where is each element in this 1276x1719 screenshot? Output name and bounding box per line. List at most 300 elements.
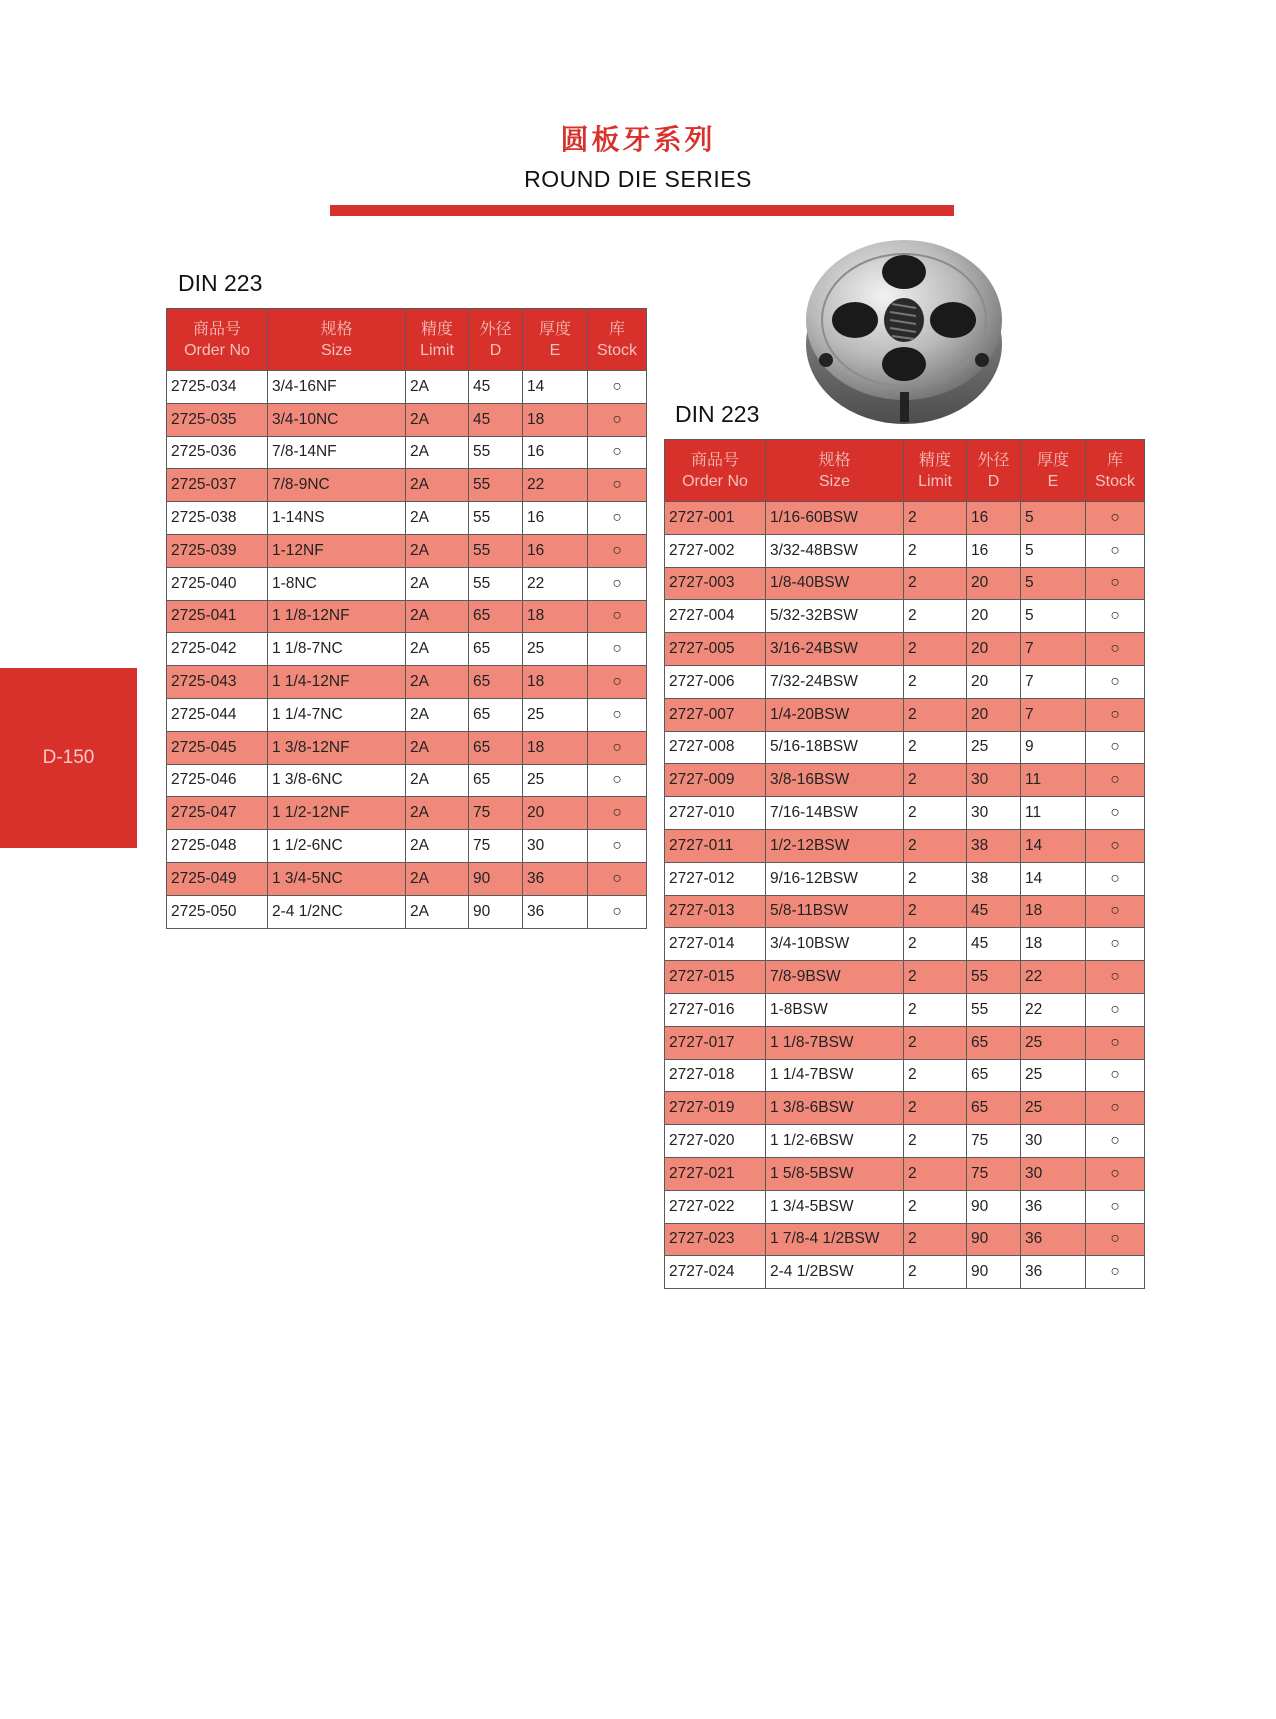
cell-stock: ○ — [1086, 567, 1145, 600]
table-header-row — [665, 440, 1145, 502]
cell-size: 1/2-12BSW — [766, 829, 904, 862]
cell-thickness: 5 — [1021, 567, 1086, 600]
table-row — [167, 436, 647, 469]
cell-stock: ○ — [1086, 1059, 1145, 1092]
cell-thickness: 36 — [1021, 1256, 1086, 1289]
cell-thickness: 16 — [523, 502, 588, 535]
col-diameter: 外径 D — [967, 440, 1021, 502]
cell-size: 9/16-12BSW — [766, 862, 904, 895]
left-table-body — [167, 371, 647, 929]
cell-thickness: 18 — [523, 600, 588, 633]
table-row — [665, 1190, 1145, 1223]
cell-order-no: 2727-020 — [665, 1125, 766, 1158]
table-row — [665, 1256, 1145, 1289]
table-row — [167, 895, 647, 928]
page-title-chinese: 圆板牙系列 — [560, 123, 716, 156]
col-order-no: 商品号 Order No — [167, 309, 268, 371]
cell-stock: ○ — [1086, 1125, 1145, 1158]
cell-thickness: 16 — [523, 534, 588, 567]
cell-stock: ○ — [588, 502, 647, 535]
col-order-no: 商品号 Order No — [665, 440, 766, 502]
col-size: 规格 Size — [268, 309, 406, 371]
cell-thickness: 14 — [523, 371, 588, 404]
cell-diameter: 45 — [967, 928, 1021, 961]
cell-limit: 2 — [904, 862, 967, 895]
cell-size: 1 1/2-6NC — [268, 830, 406, 863]
cell-limit: 2 — [904, 633, 967, 666]
table-row — [665, 829, 1145, 862]
table-row — [167, 797, 647, 830]
cell-diameter: 90 — [967, 1190, 1021, 1223]
cell-stock: ○ — [588, 567, 647, 600]
cell-size: 1/8-40BSW — [766, 567, 904, 600]
cell-size: 1-14NS — [268, 502, 406, 535]
cell-order-no: 2727-017 — [665, 1026, 766, 1059]
table-row — [665, 764, 1145, 797]
table-row — [665, 633, 1145, 666]
cell-diameter: 55 — [469, 436, 523, 469]
cell-size: 5/16-18BSW — [766, 731, 904, 764]
cell-limit: 2 — [904, 1223, 967, 1256]
table-row — [167, 403, 647, 436]
table-row — [665, 502, 1145, 535]
cell-size: 7/32-24BSW — [766, 665, 904, 698]
table-row — [665, 1026, 1145, 1059]
cell-size: 1 1/2-12NF — [268, 797, 406, 830]
round-die-photo — [800, 232, 1008, 430]
table-row — [665, 895, 1145, 928]
cell-size: 1 7/8-4 1/2BSW — [766, 1223, 904, 1256]
cell-stock: ○ — [588, 698, 647, 731]
cell-thickness: 18 — [523, 731, 588, 764]
cell-thickness: 11 — [1021, 797, 1086, 830]
page-number-tab — [0, 668, 137, 848]
cell-order-no: 2725-044 — [167, 698, 268, 731]
cell-thickness: 22 — [523, 469, 588, 502]
cell-thickness: 22 — [1021, 993, 1086, 1026]
cell-order-no: 2727-010 — [665, 797, 766, 830]
cell-order-no: 2725-049 — [167, 862, 268, 895]
cell-diameter: 65 — [967, 1059, 1021, 1092]
cell-stock: ○ — [588, 764, 647, 797]
cell-limit: 2 — [904, 1190, 967, 1223]
cell-limit: 2 — [904, 993, 967, 1026]
title-divider-bar — [330, 205, 954, 216]
cell-size: 1 3/4-5NC — [268, 862, 406, 895]
cell-order-no: 2727-012 — [665, 862, 766, 895]
cell-stock: ○ — [588, 600, 647, 633]
cell-limit: 2 — [904, 764, 967, 797]
col-diameter: 外径 D — [469, 309, 523, 371]
cell-limit: 2A — [406, 764, 469, 797]
cell-thickness: 7 — [1021, 698, 1086, 731]
cell-stock: ○ — [588, 895, 647, 928]
cell-order-no: 2725-043 — [167, 666, 268, 699]
cell-limit: 2A — [406, 895, 469, 928]
cell-size: 1 5/8-5BSW — [766, 1157, 904, 1190]
cell-limit: 2 — [904, 797, 967, 830]
cell-size: 1 1/4-12NF — [268, 666, 406, 699]
cell-limit: 2 — [904, 1256, 967, 1289]
cell-diameter: 20 — [967, 600, 1021, 633]
cell-order-no: 2725-035 — [167, 403, 268, 436]
cell-stock: ○ — [1086, 600, 1145, 633]
cell-order-no: 2725-034 — [167, 371, 268, 404]
table-header-row — [167, 309, 647, 371]
cell-size: 1 1/8-7BSW — [766, 1026, 904, 1059]
cell-order-no: 2725-038 — [167, 502, 268, 535]
table-row — [665, 928, 1145, 961]
cell-size: 3/8-16BSW — [766, 764, 904, 797]
cell-order-no: 2727-015 — [665, 961, 766, 994]
cell-limit: 2 — [904, 829, 967, 862]
cell-diameter: 65 — [967, 1092, 1021, 1125]
cell-size: 3/4-10NC — [268, 403, 406, 436]
cell-thickness: 36 — [523, 862, 588, 895]
table-row — [167, 567, 647, 600]
cell-order-no: 2727-007 — [665, 698, 766, 731]
table-row — [167, 666, 647, 699]
cell-diameter: 20 — [967, 698, 1021, 731]
table-row — [665, 993, 1145, 1026]
cell-stock: ○ — [588, 436, 647, 469]
cell-size: 7/8-9NC — [268, 469, 406, 502]
cell-stock: ○ — [1086, 698, 1145, 731]
cell-order-no: 2727-021 — [665, 1157, 766, 1190]
cell-order-no: 2727-006 — [665, 665, 766, 698]
cell-stock: ○ — [1086, 731, 1145, 764]
cell-size: 2-4 1/2BSW — [766, 1256, 904, 1289]
cell-size: 1 1/8-12NF — [268, 600, 406, 633]
table-row — [167, 862, 647, 895]
cell-thickness: 18 — [1021, 928, 1086, 961]
cell-diameter: 75 — [967, 1125, 1021, 1158]
cell-stock: ○ — [1086, 928, 1145, 961]
cell-stock: ○ — [588, 371, 647, 404]
table-row — [167, 502, 647, 535]
cell-size: 1/4-20BSW — [766, 698, 904, 731]
cell-order-no: 2727-022 — [665, 1190, 766, 1223]
cell-limit: 2A — [406, 567, 469, 600]
cell-thickness: 36 — [1021, 1223, 1086, 1256]
col-thickness: 厚度 E — [523, 309, 588, 371]
cell-limit: 2A — [406, 666, 469, 699]
table-row — [167, 371, 647, 404]
cell-stock: ○ — [1086, 534, 1145, 567]
cell-diameter: 65 — [967, 1026, 1021, 1059]
cell-size: 3/4-16NF — [268, 371, 406, 404]
cell-order-no: 2725-045 — [167, 731, 268, 764]
cell-order-no: 2727-016 — [665, 993, 766, 1026]
cell-limit: 2A — [406, 797, 469, 830]
cell-thickness: 18 — [523, 666, 588, 699]
cell-limit: 2 — [904, 895, 967, 928]
table-row — [665, 731, 1145, 764]
cell-stock: ○ — [1086, 1190, 1145, 1223]
cell-limit: 2 — [904, 567, 967, 600]
cell-order-no: 2725-050 — [167, 895, 268, 928]
cell-order-no: 2727-009 — [665, 764, 766, 797]
cell-order-no: 2725-040 — [167, 567, 268, 600]
table-row — [665, 600, 1145, 633]
cell-diameter: 55 — [967, 961, 1021, 994]
cell-diameter: 65 — [469, 666, 523, 699]
cell-limit: 2 — [904, 502, 967, 535]
cell-diameter: 55 — [469, 469, 523, 502]
cell-limit: 2A — [406, 600, 469, 633]
cell-thickness: 25 — [1021, 1059, 1086, 1092]
cell-diameter: 65 — [469, 698, 523, 731]
cell-stock: ○ — [1086, 1223, 1145, 1256]
cell-diameter: 90 — [469, 895, 523, 928]
cell-limit: 2A — [406, 436, 469, 469]
cell-limit: 2 — [904, 1026, 967, 1059]
cell-limit: 2 — [904, 534, 967, 567]
cell-diameter: 45 — [469, 403, 523, 436]
cell-diameter: 45 — [469, 371, 523, 404]
cell-thickness: 25 — [1021, 1026, 1086, 1059]
cell-size: 1 1/4-7BSW — [766, 1059, 904, 1092]
cell-thickness: 7 — [1021, 633, 1086, 666]
cell-stock: ○ — [588, 534, 647, 567]
table-row — [665, 1223, 1145, 1256]
cell-limit: 2A — [406, 698, 469, 731]
cell-stock: ○ — [588, 633, 647, 666]
cell-order-no: 2727-014 — [665, 928, 766, 961]
cell-size: 7/8-9BSW — [766, 961, 904, 994]
cell-size: 7/8-14NF — [268, 436, 406, 469]
cell-stock: ○ — [1086, 764, 1145, 797]
table-row — [167, 534, 647, 567]
cell-thickness: 9 — [1021, 731, 1086, 764]
cell-stock: ○ — [1086, 961, 1145, 994]
cell-limit: 2 — [904, 1092, 967, 1125]
cell-diameter: 90 — [967, 1256, 1021, 1289]
cell-diameter: 75 — [469, 797, 523, 830]
cell-size: 1-8NC — [268, 567, 406, 600]
table-row — [665, 1092, 1145, 1125]
cell-stock: ○ — [1086, 1157, 1145, 1190]
cell-diameter: 16 — [967, 534, 1021, 567]
cell-limit: 2 — [904, 698, 967, 731]
cell-order-no: 2727-013 — [665, 895, 766, 928]
cell-limit: 2 — [904, 961, 967, 994]
cell-order-no: 2727-011 — [665, 829, 766, 862]
col-limit: 精度 Limit — [904, 440, 967, 502]
cell-thickness: 14 — [1021, 862, 1086, 895]
cell-size: 1 3/8-6NC — [268, 764, 406, 797]
cell-diameter: 25 — [967, 731, 1021, 764]
cell-thickness: 22 — [523, 567, 588, 600]
page-title-english: ROUND DIE SERIES — [524, 166, 752, 192]
cell-size: 1 3/4-5BSW — [766, 1190, 904, 1223]
cell-size: 3/4-10BSW — [766, 928, 904, 961]
cell-thickness: 30 — [1021, 1125, 1086, 1158]
cell-limit: 2 — [904, 665, 967, 698]
cell-diameter: 38 — [967, 829, 1021, 862]
cell-thickness: 5 — [1021, 534, 1086, 567]
cell-size: 3/16-24BSW — [766, 633, 904, 666]
cell-diameter: 55 — [469, 567, 523, 600]
cell-size: 7/16-14BSW — [766, 797, 904, 830]
cell-thickness: 25 — [1021, 1092, 1086, 1125]
cell-limit: 2 — [904, 1125, 967, 1158]
left-section-title: DIN 223 — [178, 270, 263, 296]
cell-order-no: 2727-024 — [665, 1256, 766, 1289]
cell-thickness: 25 — [523, 764, 588, 797]
cell-size: 1/16-60BSW — [766, 502, 904, 535]
cell-limit: 2A — [406, 371, 469, 404]
cell-order-no: 2725-041 — [167, 600, 268, 633]
cell-size: 5/8-11BSW — [766, 895, 904, 928]
cell-limit: 2A — [406, 633, 469, 666]
right-table-body — [665, 502, 1145, 1289]
cell-limit: 2A — [406, 534, 469, 567]
cell-order-no: 2727-018 — [665, 1059, 766, 1092]
table-row — [167, 600, 647, 633]
cell-order-no: 2727-008 — [665, 731, 766, 764]
cell-stock: ○ — [588, 830, 647, 863]
cell-thickness: 14 — [1021, 829, 1086, 862]
cell-diameter: 20 — [967, 633, 1021, 666]
cell-diameter: 65 — [469, 633, 523, 666]
cell-thickness: 36 — [1021, 1190, 1086, 1223]
table-row — [167, 469, 647, 502]
col-size: 规格 Size — [766, 440, 904, 502]
cell-stock: ○ — [588, 797, 647, 830]
cell-order-no: 2727-005 — [665, 633, 766, 666]
table-row — [167, 731, 647, 764]
cell-size: 1 1/8-7NC — [268, 633, 406, 666]
cell-stock: ○ — [1086, 993, 1145, 1026]
cell-order-no: 2727-004 — [665, 600, 766, 633]
cell-limit: 2A — [406, 403, 469, 436]
cell-stock: ○ — [1086, 1256, 1145, 1289]
cell-size: 3/32-48BSW — [766, 534, 904, 567]
cell-limit: 2 — [904, 600, 967, 633]
cell-diameter: 90 — [469, 862, 523, 895]
cell-diameter: 20 — [967, 567, 1021, 600]
cell-thickness: 5 — [1021, 600, 1086, 633]
cell-stock: ○ — [588, 469, 647, 502]
cell-stock: ○ — [1086, 895, 1145, 928]
cell-thickness: 22 — [1021, 961, 1086, 994]
table-row — [665, 1059, 1145, 1092]
table-row — [665, 567, 1145, 600]
cell-limit: 2A — [406, 862, 469, 895]
col-stock: 库 Stock — [1086, 440, 1145, 502]
cell-stock: ○ — [588, 731, 647, 764]
cell-size: 1-12NF — [268, 534, 406, 567]
cell-diameter: 65 — [469, 600, 523, 633]
cell-order-no: 2725-046 — [167, 764, 268, 797]
cell-stock: ○ — [588, 403, 647, 436]
table-row — [167, 830, 647, 863]
cell-stock: ○ — [1086, 862, 1145, 895]
cell-thickness: 25 — [523, 698, 588, 731]
cell-stock: ○ — [1086, 502, 1145, 535]
cell-limit: 2A — [406, 830, 469, 863]
cell-stock: ○ — [1086, 633, 1145, 666]
cell-diameter: 20 — [967, 665, 1021, 698]
cell-diameter: 90 — [967, 1223, 1021, 1256]
cell-size: 1 3/8-12NF — [268, 731, 406, 764]
cell-order-no: 2725-037 — [167, 469, 268, 502]
cell-limit: 2 — [904, 731, 967, 764]
cell-thickness: 30 — [523, 830, 588, 863]
cell-order-no: 2725-047 — [167, 797, 268, 830]
col-stock: 库 Stock — [588, 309, 647, 371]
cell-order-no: 2727-002 — [665, 534, 766, 567]
cell-size: 1-8BSW — [766, 993, 904, 1026]
cell-thickness: 11 — [1021, 764, 1086, 797]
table-row — [665, 862, 1145, 895]
cell-diameter: 65 — [469, 731, 523, 764]
cell-diameter: 16 — [967, 502, 1021, 535]
table-row — [665, 665, 1145, 698]
table-row — [665, 534, 1145, 567]
cell-order-no: 2725-042 — [167, 633, 268, 666]
cell-order-no: 2727-001 — [665, 502, 766, 535]
table-row — [665, 1125, 1145, 1158]
cell-size: 5/32-32BSW — [766, 600, 904, 633]
cell-stock: ○ — [588, 666, 647, 699]
table-row — [665, 1157, 1145, 1190]
cell-diameter: 38 — [967, 862, 1021, 895]
cell-order-no: 2727-003 — [665, 567, 766, 600]
cell-order-no: 2725-036 — [167, 436, 268, 469]
cell-diameter: 65 — [469, 764, 523, 797]
col-limit: 精度 Limit — [406, 309, 469, 371]
cell-size: 1 1/2-6BSW — [766, 1125, 904, 1158]
cell-stock: ○ — [1086, 665, 1145, 698]
cell-thickness: 18 — [1021, 895, 1086, 928]
cell-limit: 2A — [406, 502, 469, 535]
cell-size: 1 1/4-7NC — [268, 698, 406, 731]
cell-diameter: 30 — [967, 797, 1021, 830]
table-row — [167, 698, 647, 731]
cell-diameter: 55 — [967, 993, 1021, 1026]
cell-stock: ○ — [1086, 829, 1145, 862]
table-row — [167, 633, 647, 666]
left-spec-table — [166, 308, 647, 929]
cell-size: 1 3/8-6BSW — [766, 1092, 904, 1125]
cell-thickness: 20 — [523, 797, 588, 830]
cell-order-no: 2727-023 — [665, 1223, 766, 1256]
cell-limit: 2 — [904, 1059, 967, 1092]
table-row — [665, 698, 1145, 731]
cell-order-no: 2725-039 — [167, 534, 268, 567]
cell-size: 2-4 1/2NC — [268, 895, 406, 928]
table-row — [665, 797, 1145, 830]
cell-diameter: 55 — [469, 534, 523, 567]
table-row — [167, 764, 647, 797]
cell-thickness: 16 — [523, 436, 588, 469]
cell-order-no: 2727-019 — [665, 1092, 766, 1125]
cell-order-no: 2725-048 — [167, 830, 268, 863]
cell-limit: 2A — [406, 469, 469, 502]
cell-limit: 2 — [904, 928, 967, 961]
page-number-label: D-150 — [42, 747, 95, 768]
cell-stock: ○ — [1086, 1026, 1145, 1059]
cell-thickness: 18 — [523, 403, 588, 436]
cell-limit: 2A — [406, 731, 469, 764]
cell-diameter: 75 — [469, 830, 523, 863]
col-thickness: 厚度 E — [1021, 440, 1086, 502]
right-spec-table — [664, 439, 1145, 1289]
cell-diameter: 30 — [967, 764, 1021, 797]
right-section-title: DIN 223 — [675, 401, 760, 427]
